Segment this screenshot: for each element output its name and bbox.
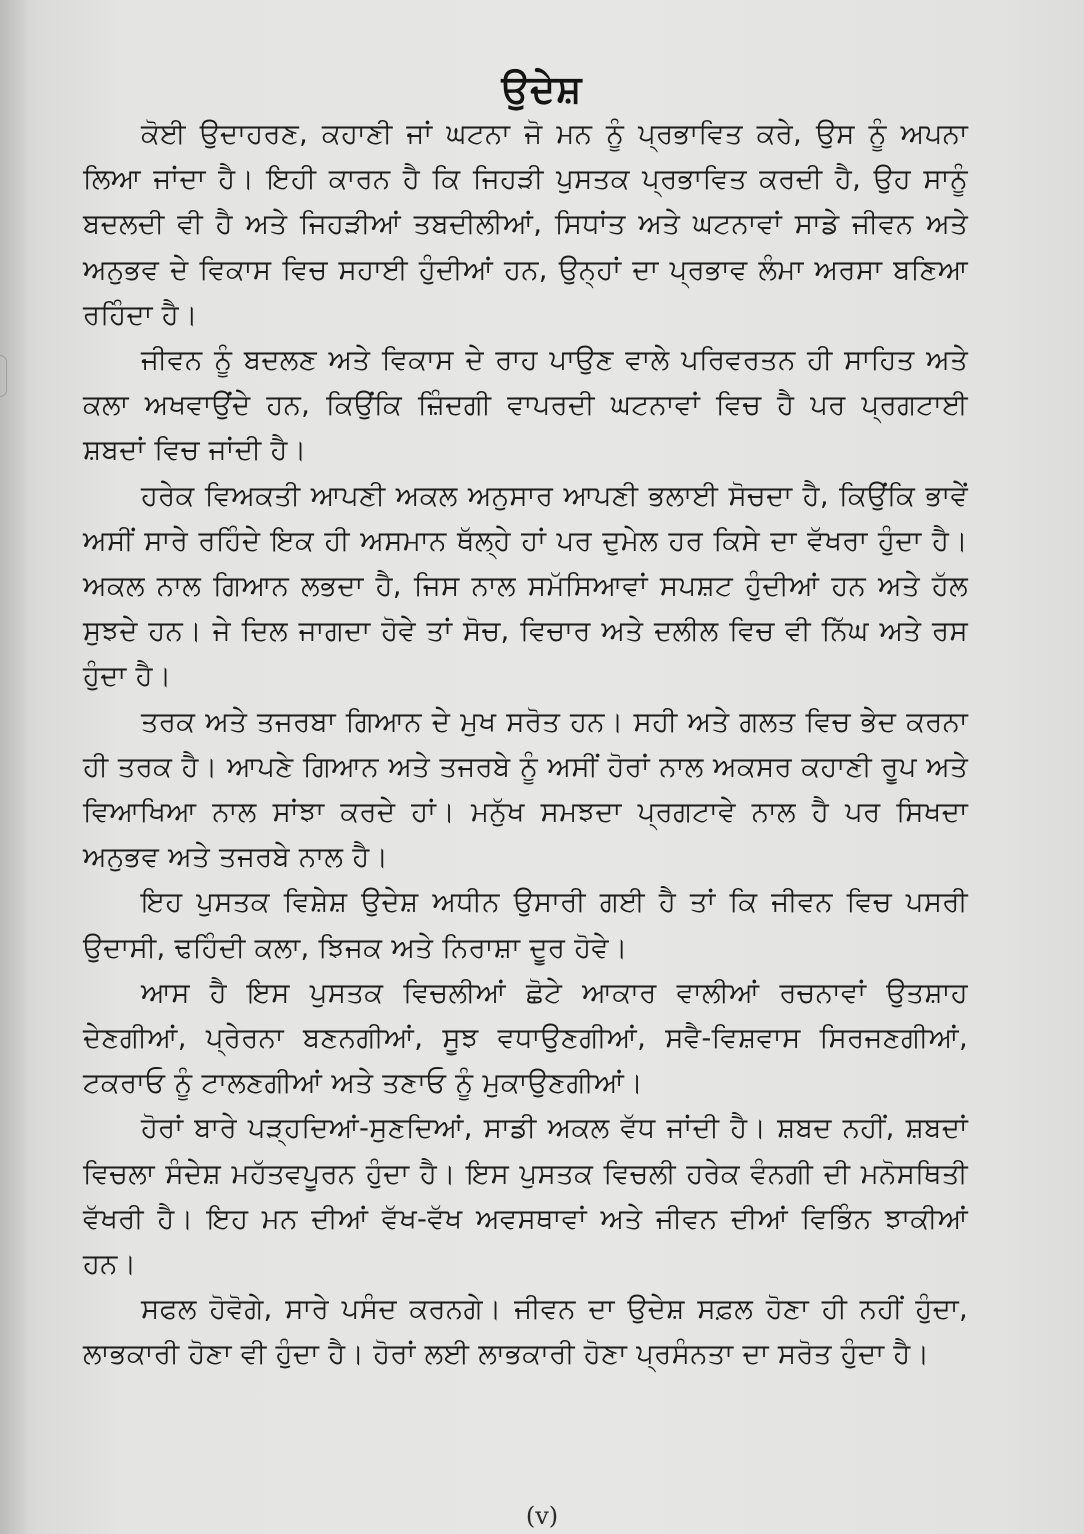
- page-title: ਉਦੇਸ਼: [501, 67, 583, 112]
- paragraph-8: ਸਫਲ ਹੋਵੋਗੇ, ਸਾਰੇ ਪਸੰਦ ਕਰਨਗੇ। ਜੀਵਨ ਦਾ ਉਦੇਸ਼ ਸਫ਼ਲ ਹੋਣਾ ਹੀ ਨਹੀਂ ਹੁੰਦਾ, ਲਾਭਕਾਰੀ ਹੋਣਾ ਵੀ ਹੁੰਦਾ ਹੈ। ਹੋਰਾਂ ਲਈ ਲਾਭਕਾਰੀ ਹੋਣਾ ਪ੍ਰਸੰਨਤਾ ਦਾ ਸਰੋਤ ਹੁੰਦਾ ਹੈ।: [83, 1293, 968, 1371]
- page-number: (v): [525, 1502, 559, 1530]
- paragraph-2: ਜੀਵਨ ਨੂੰ ਬਦਲਣ ਅਤੇ ਵਿਕਾਸ ਦੇ ਰਾਹ ਪਾਉਣ ਵਾਲੇ ਪਰਿਵਰਤਨ ਹੀ ਸਾਹਿਤ ਅਤੇ ਕਲਾ ਅਖਵਾਉਂਦੇ ਹਨ, ਕਿਉਂਕਿ ਜ਼ਿੰਦਗੀ ਵਾਪਰਦੀ ਘਟਨਾਵਾਂ ਵਿਚ ਹੈ ਪਰ ਪ੍ਰਗਟਾਈ ਸ਼ਬਦਾਂ ਵਿਚ ਜਾਂਦੀ ਹੈ।: [83, 344, 968, 467]
- paragraph-3: ਹਰੇਕ ਵਿਅਕਤੀ ਆਪਣੀ ਅਕਲ ਅਨੁਸਾਰ ਆਪਣੀ ਭਲਾਈ ਸੋਚਦਾ ਹੈ, ਕਿਉਂਕਿ ਭਾਵੇਂ ਅਸੀਂ ਸਾਰੇ ਰਹਿੰਦੇ ਇਕ ਹੀ ਅਸਮਾਨ ਥੱਲ੍ਹੇ ਹਾਂ ਪਰ ਦੁਮੇਲ ਹਰ ਕਿਸੇ ਦਾ ਵੱਖਰਾ ਹੁੰਦਾ ਹੈ। ਅਕਲ ਨਾਲ ਗਿਆਨ ਲਭਦਾ ਹੈ, ਜਿਸ ਨਾਲ ਸਮੱਸਿਆਵਾਂ ਸਪਸ਼ਟ ਹੁੰਦੀਆਂ ਹਨ ਅਤੇ ਹੱਲ ਸੁਝਦੇ ਹਨ। ਜੇ ਦਿਲ ਜਾਗਦਾ ਹੋਵੇ ਤਾਂ ਸੋਚ, ਵਿਚਾਰ ਅਤੇ ਦਲੀਲ ਵਿਚ ਵੀ ਨਿੱਘ ਅਤੇ ਰਸ ਹੁੰਦਾ ਹੈ।: [83, 479, 968, 693]
- paragraph-1: ਕੋਈ ਉਦਾਹਰਣ, ਕਹਾਣੀ ਜਾਂ ਘਟਨਾ ਜੋ ਮਨ ਨੂੰ ਪ੍ਰਭਾਵਿਤ ਕਰੇ, ਉਸ ਨੂੰ ਅਪਨਾ ਲਿਆ ਜਾਂਦਾ ਹੈ। ਇਹੀ ਕਾਰਨ ਹੈ ਕਿ ਜਿਹੜੀ ਪੁਸਤਕ ਪ੍ਰਭਾਵਿਤ ਕਰਦੀ ਹੈ, ਉਹ ਸਾਨੂੰ ਬਦਲਦੀ ਵੀ ਹੈ ਅਤੇ ਜਿਹੜੀਆਂ ਤਬਦੀਲੀਆਂ, ਸਿਧਾਂਤ ਅਤੇ ਘਟਨਾਵਾਂ ਸਾਡੇ ਜੀਵਨ ਅਤੇ ਅਨੁਭਵ ਦੇ ਵਿਕਾਸ ਵਿਚ ਸਹਾਈ ਹੁੰਦੀਆਂ ਹਨ, ਉਨ੍ਹਾਂ ਦਾ ਪ੍ਰਭਾਵ ਲੰਮਾ ਅਰਸਾ ਬਣਿਆ ਰਹਿੰਦਾ ਹੈ।: [83, 118, 968, 331]
- paragraph-5: ਇਹ ਪੁਸਤਕ ਵਿਸ਼ੇਸ਼ ਉਦੇਸ਼ ਅਧੀਨ ਉਸਾਰੀ ਗਈ ਹੈ ਤਾਂ ਕਿ ਜੀਵਨ ਵਿਚ ਪਸਰੀ ਉਦਾਸੀ, ਢਹਿੰਦੀ ਕਲਾ, ਝਿਜਕ ਅਤੇ ਨਿਰਾਸ਼ਾ ਦੂਰ ਹੋਵੇ।: [83, 886, 968, 964]
- paragraph-7: ਹੋਰਾਂ ਬਾਰੇ ਪੜ੍ਹਦਿਆਂ-ਸੁਣਦਿਆਂ, ਸਾਡੀ ਅਕਲ ਵੱਧ ਜਾਂਦੀ ਹੈ। ਸ਼ਬਦ ਨਹੀਂ, ਸ਼ਬਦਾਂ ਵਿਚਲਾ ਸੰਦੇਸ਼ ਮਹੱਤਵਪੂਰਨ ਹੁੰਦਾ ਹੈ। ਇਸ ਪੁਸਤਕ ਵਿਚਲੀ ਹਰੇਕ ਵੰਨਗੀ ਦੀ ਮਨੋਸਥਿਤੀ ਵੱਖਰੀ ਹੈ। ਇਹ ਮਨ ਦੀਆਂ ਵੱਖ-ਵੱਖ ਅਵਸਥਾਵਾਂ ਅਤੇ ਜੀਵਨ ਦੀਆਂ ਵਿਭਿੰਨ ਝਾਕੀਆਂ ਹਨ।: [83, 1112, 968, 1281]
- body-text: [83, 112, 968, 1378]
- margin-bracket-mark: [0, 355, 7, 397]
- paragraph-4: ਤਰਕ ਅਤੇ ਤਜਰਬਾ ਗਿਆਨ ਦੇ ਮੁਖ ਸਰੋਤ ਹਨ। ਸਹੀ ਅਤੇ ਗਲਤ ਵਿਚ ਭੇਦ ਕਰਨਾ ਹੀ ਤਰਕ ਹੈ। ਆਪਣੇ ਗਿਆਨ ਅਤੇ ਤਜਰਬੇ ਨੂੰ ਅਸੀਂ ਹੋਰਾਂ ਨਾਲ ਅਕਸਰ ਕਹਾਣੀ ਰੂਪ ਅਤੇ ਵਿਆਖਿਆ ਨਾਲ ਸਾਂਝਾ ਕਰਦੇ ਹਾਂ। ਮਨੁੱਖ ਸਮਝਦਾ ਪ੍ਰਗਟਾਵੇ ਨਾਲ ਹੈ ਪਰ ਸਿਖਦਾ ਅਨੁਭਵ ਅਤੇ ਤਜਰਬੇ ਨਾਲ ਹੈ।: [83, 705, 968, 874]
- page-fold-shadow: [0, 0, 30, 1534]
- paragraph-6: ਆਸ ਹੈ ਇਸ ਪੁਸਤਕ ਵਿਚਲੀਆਂ ਛੋਟੇ ਆਕਾਰ ਵਾਲੀਆਂ ਰਚਨਾਵਾਂ ਉਤਸ਼ਾਹ ਦੇਣਗੀਆਂ, ਪ੍ਰੇਰਨਾ ਬਣਨਗੀਆਂ, ਸੂਝ ਵਧਾਉਣਗੀਆਂ, ਸਵੈ-ਵਿਸ਼ਵਾਸ ਸਿਰਜਣਗੀਆਂ, ਟਕਰਾਓ ਨੂੰ ਟਾਲਣਗੀਆਂ ਅਤੇ ਤਣਾਓ ਨੂੰ ਮੁਕਾਉਣਗੀਆਂ।: [83, 976, 968, 1100]
